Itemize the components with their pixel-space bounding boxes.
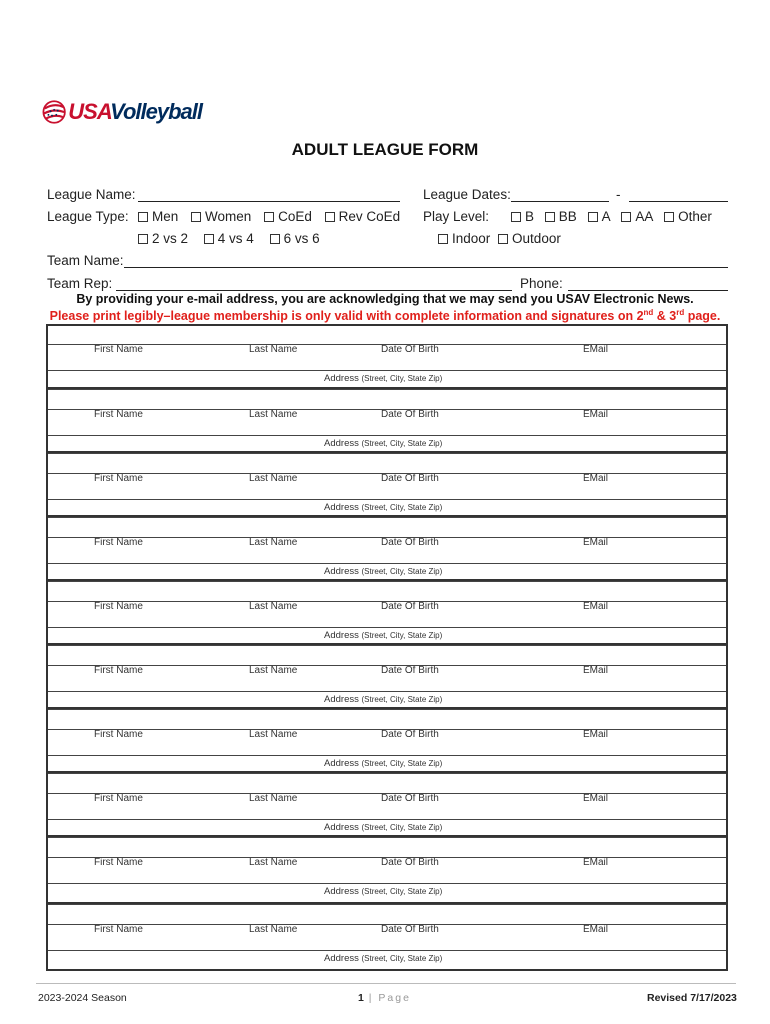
email-label: EMail <box>583 793 609 804</box>
address-label: Address (Street, City, State Zip) <box>324 373 443 384</box>
name-row-rule <box>48 729 726 730</box>
name-row-rule <box>48 344 726 345</box>
dates-separator: - <box>616 187 621 202</box>
first-name-label: First Name <box>94 537 143 548</box>
member-entry[interactable] <box>48 904 726 971</box>
option-rev-coed[interactable]: Rev CoEd <box>325 209 401 224</box>
first-name-label: First Name <box>94 344 143 355</box>
checkbox-icon[interactable] <box>498 234 508 244</box>
entry-top-rule <box>48 517 726 518</box>
email-label: EMail <box>583 857 609 868</box>
email-label: EMail <box>583 344 609 355</box>
member-entry[interactable] <box>48 645 726 706</box>
email-notice: By providing your e-mail address, you are acknowledging that we may send you USAV Electronic News. <box>76 292 694 306</box>
member-entry[interactable] <box>48 581 726 642</box>
option-men[interactable]: Men <box>138 209 178 224</box>
league-name-field[interactable] <box>138 201 400 202</box>
option-2vs2[interactable]: 2 vs 2 <box>138 231 188 246</box>
last-name-label: Last Name <box>249 665 298 676</box>
play-level-label: Play Level: <box>423 209 490 224</box>
address-label: Address (Street, City, State Zip) <box>324 502 443 513</box>
option-bb[interactable]: BB <box>545 209 577 224</box>
checkbox-icon[interactable] <box>621 212 631 222</box>
dob-label: Date Of Birth <box>381 409 439 420</box>
footer-page-number: 1 | Page <box>358 992 411 1004</box>
dob-label: Date Of Birth <box>381 537 439 548</box>
name-row-rule <box>48 537 726 538</box>
email-label: EMail <box>583 473 609 484</box>
checkbox-icon[interactable] <box>588 212 598 222</box>
address-row-rule <box>48 950 726 951</box>
member-entry[interactable] <box>48 326 726 386</box>
name-row-rule <box>48 409 726 410</box>
option-b[interactable]: B <box>511 209 534 224</box>
dob-label: Date Of Birth <box>381 601 439 612</box>
email-label: EMail <box>583 537 609 548</box>
checkbox-icon[interactable] <box>545 212 555 222</box>
address-row-rule <box>48 499 726 500</box>
address-row-rule <box>48 819 726 820</box>
checkbox-icon[interactable] <box>270 234 280 244</box>
first-name-label: First Name <box>94 729 143 740</box>
checkbox-icon[interactable] <box>191 212 201 222</box>
email-label: EMail <box>583 924 609 935</box>
checkbox-icon[interactable] <box>138 212 148 222</box>
checkbox-icon[interactable] <box>511 212 521 222</box>
format-options <box>138 231 329 246</box>
name-row-rule <box>48 857 726 858</box>
first-name-label: First Name <box>94 665 143 676</box>
name-row-rule <box>48 473 726 474</box>
address-label: Address (Street, City, State Zip) <box>324 822 443 833</box>
dob-label: Date Of Birth <box>381 793 439 804</box>
option-aa[interactable]: AA <box>621 209 653 224</box>
member-entry[interactable] <box>48 773 726 834</box>
phone-field[interactable] <box>568 290 728 291</box>
first-name-label: First Name <box>94 473 143 484</box>
team-rep-field[interactable] <box>116 290 512 291</box>
dob-label: Date Of Birth <box>381 857 439 868</box>
first-name-label: First Name <box>94 857 143 868</box>
address-label: Address (Street, City, State Zip) <box>324 566 443 577</box>
member-entry[interactable] <box>48 837 726 901</box>
address-row-rule <box>48 563 726 564</box>
entry-top-rule <box>48 453 726 454</box>
checkbox-icon[interactable] <box>438 234 448 244</box>
logo-text: USAVolleyball <box>68 99 202 124</box>
first-name-label: First Name <box>94 924 143 935</box>
option-a[interactable]: A <box>588 209 611 224</box>
option-other[interactable]: Other <box>664 209 712 224</box>
league-end-date-field[interactable] <box>629 201 728 202</box>
footer-revised: Revised 7/17/2023 <box>647 992 737 1004</box>
checkbox-icon[interactable] <box>264 212 274 222</box>
team-rep-label: Team Rep: <box>47 276 113 291</box>
entry-top-rule <box>48 389 726 390</box>
option-4vs4[interactable]: 4 vs 4 <box>204 231 254 246</box>
member-roster-table <box>46 324 728 971</box>
option-coed[interactable]: CoEd <box>264 209 312 224</box>
dob-label: Date Of Birth <box>381 473 439 484</box>
dob-label: Date Of Birth <box>381 344 439 355</box>
dob-label: Date Of Birth <box>381 665 439 676</box>
entry-top-rule <box>48 645 726 646</box>
dob-label: Date Of Birth <box>381 924 439 935</box>
entry-top-rule <box>48 709 726 710</box>
address-row-rule <box>48 435 726 436</box>
option-6vs6[interactable]: 6 vs 6 <box>270 231 320 246</box>
entry-top-rule <box>48 581 726 582</box>
page-title: ADULT LEAGUE FORM <box>291 140 479 159</box>
entry-top-rule <box>48 773 726 774</box>
address-row-rule <box>48 370 726 371</box>
league-type-options <box>138 209 409 224</box>
league-name-label: League Name: <box>47 187 136 202</box>
last-name-label: Last Name <box>249 537 298 548</box>
address-label: Address (Street, City, State Zip) <box>324 630 443 641</box>
last-name-label: Last Name <box>249 857 298 868</box>
address-label: Address (Street, City, State Zip) <box>324 886 443 897</box>
league-start-date-field[interactable] <box>511 201 609 202</box>
first-name-label: First Name <box>94 793 143 804</box>
first-name-label: First Name <box>94 409 143 420</box>
address-label: Address (Street, City, State Zip) <box>324 758 443 769</box>
member-entry[interactable] <box>48 517 726 578</box>
dob-label: Date Of Birth <box>381 729 439 740</box>
league-type-label: League Type: <box>47 209 129 224</box>
team-name-label: Team Name: <box>47 253 124 268</box>
email-label: EMail <box>583 409 609 420</box>
last-name-label: Last Name <box>249 409 298 420</box>
email-label: EMail <box>583 729 609 740</box>
last-name-label: Last Name <box>249 793 298 804</box>
last-name-label: Last Name <box>249 924 298 935</box>
option-indoor[interactable]: Indoor <box>438 231 490 246</box>
team-name-field[interactable] <box>124 267 728 268</box>
email-label: EMail <box>583 665 609 676</box>
member-entry[interactable] <box>48 453 726 514</box>
volleyball-icon <box>42 95 66 129</box>
last-name-label: Last Name <box>249 344 298 355</box>
play-level-options <box>511 209 712 224</box>
last-name-label: Last Name <box>249 729 298 740</box>
option-women[interactable]: Women <box>191 209 251 224</box>
address-row-rule <box>48 627 726 628</box>
address-label: Address (Street, City, State Zip) <box>324 953 443 964</box>
footer-season: 2023-2024 Season <box>38 992 127 1004</box>
phone-label: Phone: <box>520 276 563 291</box>
email-label: EMail <box>583 601 609 612</box>
name-row-rule <box>48 924 726 925</box>
address-row-rule <box>48 691 726 692</box>
entry-top-rule <box>48 904 726 905</box>
checkbox-icon[interactable] <box>664 212 674 222</box>
name-row-rule <box>48 665 726 666</box>
member-entry[interactable] <box>48 389 726 450</box>
member-entry[interactable] <box>48 709 726 770</box>
address-row-rule <box>48 883 726 884</box>
legibility-notice: Please print legibly–league membership is only valid with complete information and signatures on 2nd & 3rd page. <box>49 308 721 324</box>
checkbox-icon[interactable] <box>138 234 148 244</box>
checkbox-icon[interactable] <box>325 212 335 222</box>
last-name-label: Last Name <box>249 601 298 612</box>
first-name-label: First Name <box>94 601 143 612</box>
venue-options <box>438 231 570 246</box>
option-outdoor[interactable]: Outdoor <box>498 231 561 246</box>
address-label: Address (Street, City, State Zip) <box>324 694 443 705</box>
address-label: Address (Street, City, State Zip) <box>324 438 443 449</box>
last-name-label: Last Name <box>249 473 298 484</box>
entry-top-rule <box>48 837 726 838</box>
address-row-rule <box>48 755 726 756</box>
checkbox-icon[interactable] <box>204 234 214 244</box>
name-row-rule <box>48 601 726 602</box>
usa-volleyball-logo <box>42 94 202 130</box>
name-row-rule <box>48 793 726 794</box>
footer-divider <box>36 983 736 984</box>
league-dates-label: League Dates: <box>423 187 511 202</box>
